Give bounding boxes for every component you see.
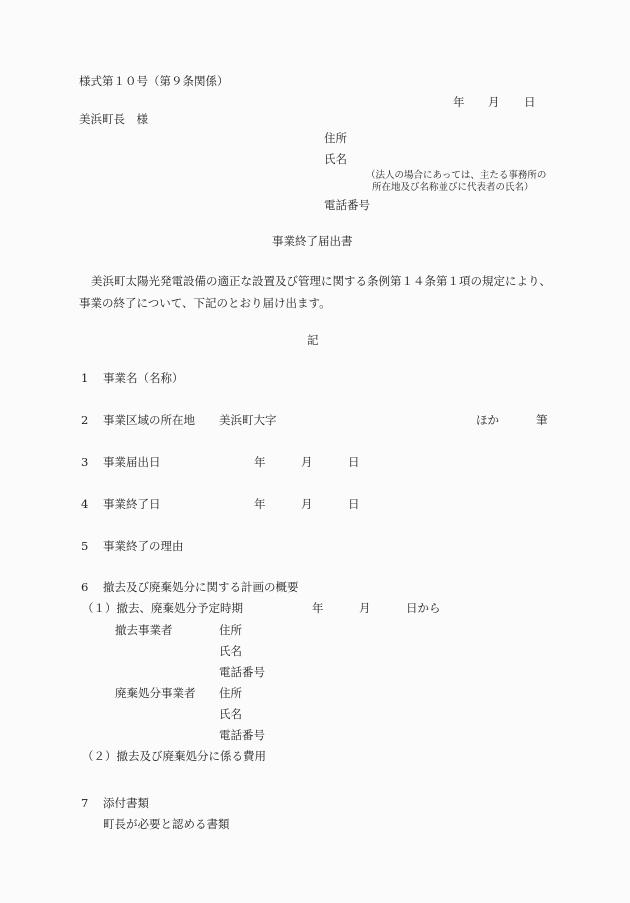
item4-year: 年: [254, 497, 266, 511]
item3-day: 日: [348, 455, 360, 469]
item1-num: 1: [81, 371, 89, 385]
applicant-note-line2: 所在地及び名称並びに代表者の氏名）: [372, 182, 534, 193]
disposal-contractor-address: 住所: [219, 686, 242, 700]
ki-label: 記: [307, 333, 319, 347]
item4-day: 日: [348, 497, 360, 511]
item3-num: 3: [81, 455, 89, 469]
item6-sub1-month: 月: [359, 601, 371, 615]
applicant-name-label: 氏名: [324, 152, 347, 166]
item6-sub1-day-from: 日から: [406, 601, 441, 615]
date-month: 月: [488, 95, 500, 109]
removal-contractor-name: 氏名: [219, 644, 242, 658]
item5-num: 5: [81, 539, 89, 553]
item3-year: 年: [254, 455, 266, 469]
item7-num: 7: [81, 796, 89, 810]
disposal-contractor-label: 廃棄処分事業者: [115, 686, 196, 700]
item2-num: 2: [81, 413, 89, 427]
item6-sub2-label: （２）撤去及び廃棄処分に係る費用: [82, 749, 266, 763]
item7-label: 添付書類: [103, 796, 149, 810]
item2-lots: 筆: [536, 413, 548, 427]
disposal-contractor-phone: 電話番号: [219, 728, 265, 742]
item2-location: 美浜町大字: [219, 413, 277, 427]
applicant-phone-label: 電話番号: [324, 198, 370, 212]
item4-num: 4: [81, 497, 89, 511]
date-day: 日: [524, 95, 536, 109]
item6-sub1-year: 年: [312, 601, 324, 615]
item3-label: 事業届出日: [103, 455, 161, 469]
item6-label: 撤去及び廃棄処分に関する計画の概要: [103, 580, 299, 594]
body-line2: 事業の終了について、下記のとおり届け出ます。: [79, 296, 331, 310]
date-year: 年: [453, 95, 465, 109]
item5-label: 事業終了の理由: [103, 539, 184, 553]
item1-label: 事業名（名称）: [103, 371, 184, 385]
form-number: 様式第１０号（第９条関係）: [79, 74, 229, 88]
item6-num: 6: [81, 580, 89, 594]
document-title: 事業終了届出書: [272, 234, 353, 248]
item4-month: 月: [301, 497, 313, 511]
item2-other: ほか: [476, 413, 499, 427]
item4-label: 事業終了日: [103, 497, 161, 511]
body-line1: 美浜町太陽光発電設備の適正な設置及び管理に関する条例第１４条第１項の規定により、: [91, 274, 551, 288]
item7-detail: 町長が必要と認める書類: [103, 817, 230, 831]
disposal-contractor-name: 氏名: [219, 707, 242, 721]
removal-contractor-phone: 電話番号: [219, 665, 265, 679]
addressee: 美浜町長 様: [79, 112, 148, 126]
item3-month: 月: [301, 455, 313, 469]
item2-label: 事業区域の所在地: [103, 413, 195, 427]
item6-sub1-label: （１）撤去、廃棄処分予定時期: [82, 601, 243, 615]
applicant-note-line1: （法人の場合にあっては、主たる事務所の: [366, 170, 547, 181]
applicant-address-label: 住所: [324, 131, 347, 145]
removal-contractor-address: 住所: [219, 623, 242, 637]
removal-contractor-label: 撤去事業者: [115, 623, 173, 637]
